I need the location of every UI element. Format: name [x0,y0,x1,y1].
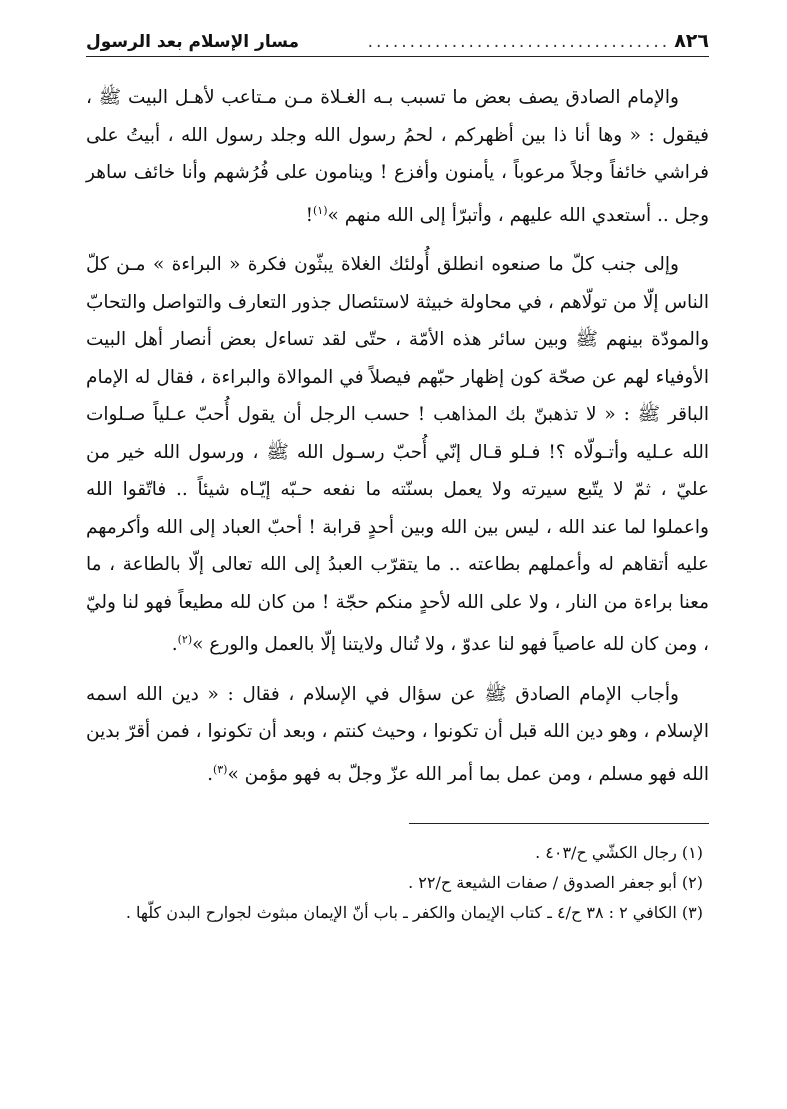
header-leader-dots: .................................... [367,32,671,52]
paragraph [86,79,709,234]
page-number: ٨٢٦ [674,30,709,52]
footnote: (٣) الكافي ٢ : ٣٨ ح/٤ ـ كتاب الإيمان والكفر ـ باب أنّ الإيمان مبثوث لجوارح البدن كلّها . [125,903,703,923]
footnote-ref: (١) [313,203,328,217]
paragraph [86,246,709,664]
footnote: (١) رجال الكشّي ح/٤٠٣ . [535,843,703,863]
paragraph-end: . [207,763,213,785]
paragraph-text: والإمام الصادق يصف بعض ما تسبب بـه الغـلاة مـن مـتاعب لأهـل البيت ﷺ ، فيقول : « وها أنا ذا بين أظهركم ، لحمُ رسول الله وجلد رسول الله ، أبيتُ على فراشي خائفاً وجلاً مرعوباً ، يأمنون وأفزع ! وينامون على فُرُشهم وأنا خائف ساهر وجل .. أستعدي الله عليهم ، وأتبرّأ إلى الله منهم » [86,87,709,226]
footnote-ref: (٢) [177,633,193,647]
footnote-divider [409,823,709,824]
paragraph [86,676,709,794]
running-title: مسار الإسلام بعد الرسول [86,32,300,52]
paragraph-text: وأجاب الإمام الصادق ﷺ عن سؤال في الإسلام ، فقال : « دين الله اسمه الإسلام ، وهو دين الله قبل أن تكونوا ، وحيث كنتم ، وبعد أن تكونوا ، فمن أقرّ بدين الله فهو مسلم ، ومن عمل بما أمر الله عزّ وجلّ به فهو مؤمن » [86,683,709,785]
paragraph-end: ! [305,204,313,226]
paragraph-end: . [171,634,178,656]
paragraph-text: وإلى جنب كلّ ما صنعوه انطلق أُولئك الغلاة يبثّون فكرة « البراءة » مـن كلّ الناس إلّا من تولّاهم ، في محاولة خبيثة لاستئصال جذور التعارف والتواصل والتحابّ والمودّة بينهم ﷺ وبين سائر هذه الأمّة ، حتّى لقد تساءل بعض أنصار أهل البيت الأوفياء لهم عن صحّة كون إظهار حبّهم فيصلاً في الموالاة والبراءة ، فقال له الإمام الباقر ﷺ : « لا تذهبنّ بك المذاهب ! حسب الرجل أن يقول أُحبّ عـلياً صـلوات الله عـليه وأتـولّاه ؟! فـلو قـال إنّي أُحبّ رسـول الله ﷺ ، ورسول الله خير من عليّ ، ثمّ لا يتّبع سيرته ولا يعمل بسنّته ما نفعه حـبّه إيّـاه شيئاً .. فاتّقوا الله واعملوا لما عند الله ، ليس بين الله وبين أحدٍ قرابة ! أحبّ العباد إلى الله وأكرمهم عليه أتقاهم له وأعملهم بطاعته .. ما يتقرّب العبدُ إلى الله تعالى إلّا بالطاعة ، ما معنا براءة من النار ، ولا على الله لأحدٍ منكم حجّة ! من كان لله مطيعاً فهو لنا وليّ ، ومن كان لله عاصياً فهو لنا عدوّ ، ولا تُنال ولايتنا إلّا بالعمل والورع » [86,254,709,656]
main-text [86,79,709,793]
footnote-ref: (٣) [212,762,228,776]
footnotes [86,838,709,928]
footnote: (٢) أبو جعفر الصدوق / صفات الشيعة ح/٢٢ . [408,873,703,893]
running-header [86,30,709,57]
